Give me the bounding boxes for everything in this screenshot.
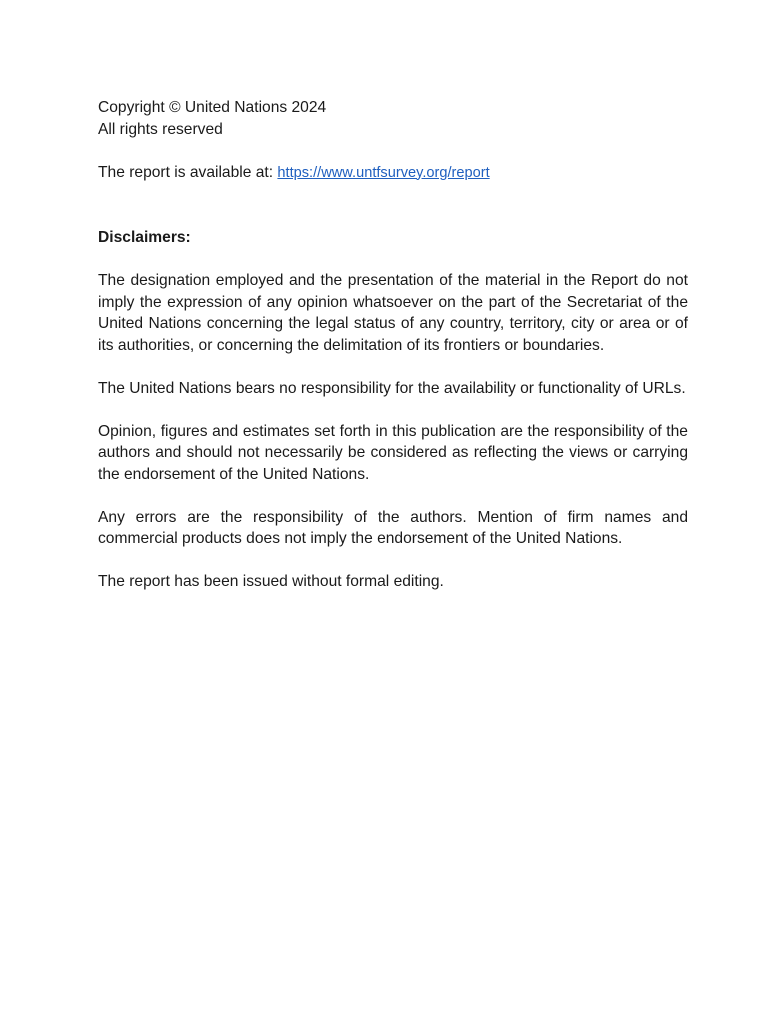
disclaimers-heading: Disclaimers:	[98, 229, 191, 246]
copyright-line: Copyright © United Nations 2024	[98, 99, 327, 116]
document-page	[98, 97, 688, 593]
disclaimer-paragraph-opinion: Opinion, figures and estimates set forth in this publication are the responsibility of the authors and should not necessarily be considered as reflecting the views or carrying the endorsement of the United Nations.	[98, 422, 688, 483]
disclaimer-paragraph-editing: The report has been issued without formal editing.	[98, 573, 444, 590]
availability-line	[98, 162, 688, 185]
report-url-link[interactable]: https://www.untfsurvey.org/report	[277, 164, 490, 181]
disclaimer-paragraph-urls: The United Nations bears no responsibility for the availability or functionality of URLs.	[98, 379, 686, 397]
rights-line: All rights reserved	[98, 120, 223, 138]
disclaimer-paragraph-designation: The designation employed and the presentation of the material in the Report do not imply the expression of any opinion whatsoever on the part of the Secretariat of the United Nations concerning the legal status of any country, territory, city or area or of its authorities, or concerning the delimitation of its frontiers or boundaries.	[98, 272, 688, 354]
availability-prefix: The report is available at:	[98, 163, 278, 181]
disclaimer-paragraph-errors: Any errors are the responsibility of the authors. Mention of firm names and commercial products does not imply the endorsement of the United Nations.	[98, 508, 688, 547]
